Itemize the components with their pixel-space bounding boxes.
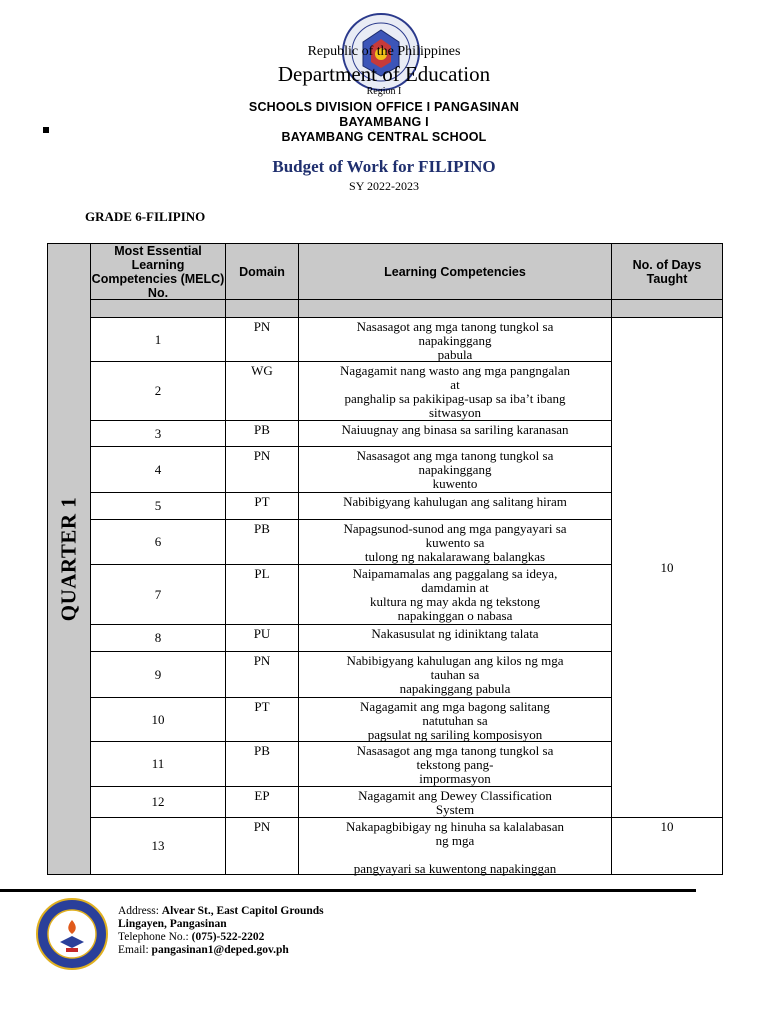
- competency-line: kuwento sa: [425, 535, 485, 550]
- domain-code: PL: [254, 566, 270, 581]
- melc-number-cell: [90, 317, 226, 362]
- domain-cell: [225, 817, 299, 875]
- domain-code: PN: [253, 653, 271, 668]
- competency-cell: [298, 624, 612, 652]
- competency-line: napakinggang pabula: [399, 681, 511, 696]
- competency-line: sitwasyon: [429, 405, 481, 420]
- phone-value: (075)-522-2202: [191, 931, 265, 943]
- domain-code: EP: [254, 788, 270, 803]
- region-line: Region I: [366, 86, 402, 97]
- melc-number: 12: [151, 794, 165, 809]
- melc-number-cell: [90, 697, 226, 742]
- domain-code: PT: [254, 494, 270, 509]
- domain-code: PU: [253, 626, 271, 641]
- competency-line: Nagagamit ang Dewey Classification: [358, 788, 552, 803]
- competency-line: [303, 848, 607, 862]
- domain-code: PN: [253, 319, 271, 334]
- competency-cell: [298, 564, 612, 625]
- district-line: BAYAMBANG I: [339, 115, 429, 129]
- address-value: Alvear St., East Capitol Grounds: [161, 905, 324, 917]
- school-line: BAYAMBANG CENTRAL SCHOOL: [281, 130, 487, 144]
- competency-line: Nagagamit ang mga bagong salitang: [360, 699, 550, 714]
- competency-cell: [298, 361, 612, 421]
- competency-line: Nasasagot ang mga tanong tungkol sa: [356, 743, 554, 758]
- competency-line: System: [435, 802, 475, 817]
- competency-line: pabula: [437, 347, 473, 362]
- division-line: SCHOOLS DIVISION OFFICE I PANGASINAN: [248, 100, 520, 114]
- col-header-domain: Domain: [225, 243, 299, 300]
- melc-number: 7: [154, 586, 162, 602]
- quarter-label: QUARTER 1: [56, 496, 81, 622]
- domain-code: PB: [254, 743, 270, 758]
- phone-label: Telephone No.:: [118, 931, 189, 943]
- competency-cell: [298, 492, 612, 520]
- republic-line: Republic of the Philippines: [307, 44, 461, 59]
- domain-cell: [225, 651, 299, 698]
- domain-code: PB: [254, 521, 270, 536]
- competency-line: Nasasagot ang mga tanong tungkol sa: [356, 319, 554, 334]
- blank-strip-cell: [225, 299, 299, 318]
- col-header-competencies: Learning Competencies: [298, 243, 612, 300]
- competency-line: tulong ng nakalarawang balangkas: [364, 549, 546, 564]
- blank-strip-cell: [298, 299, 612, 318]
- melc-number: 2: [154, 383, 162, 398]
- melc-number-cell: [90, 564, 226, 625]
- competency-line: napakinggan o nabasa: [397, 608, 513, 623]
- domain-cell: [225, 317, 299, 362]
- competency-cell: [298, 446, 612, 493]
- melc-number-cell: [90, 817, 226, 875]
- competency-line: panghalip sa pakikipag-usap sa iba’t ibang: [344, 391, 566, 406]
- domain-cell: [225, 519, 299, 565]
- competency-line: Naipamamalas ang paggalang sa ideya,: [352, 566, 558, 581]
- melc-number-cell: [90, 786, 226, 818]
- competency-line: napakinggang: [418, 462, 492, 477]
- school-year: SY 2022-2023: [349, 179, 419, 193]
- domain-cell: [225, 624, 299, 652]
- domain-code: WG: [251, 363, 273, 378]
- domain-cell: [225, 446, 299, 493]
- competency-cell: [298, 651, 612, 698]
- competency-cell: [298, 741, 612, 787]
- blank-strip-cell: [90, 299, 226, 318]
- competency-cell: [298, 420, 612, 447]
- melc-number: 6: [154, 534, 162, 549]
- melc-number-cell: [90, 420, 226, 447]
- competency-cell: [298, 817, 612, 875]
- competency-line: Nakasusulat ng idiniktang talata: [371, 626, 539, 641]
- melc-number-cell: [90, 492, 226, 520]
- competency-line: Nabibigyang kahulugan ang kilos ng mga: [346, 653, 564, 668]
- days-cell-1-12: 10: [611, 317, 723, 818]
- address-label: Address:: [118, 905, 159, 917]
- melc-number: 13: [151, 838, 165, 853]
- melc-number: 5: [154, 498, 162, 513]
- melc-number: 8: [154, 630, 162, 645]
- quarter-column: [47, 243, 91, 875]
- grade-label: GRADE 6-FILIPINO: [85, 209, 206, 224]
- melc-number-cell: [90, 519, 226, 565]
- competency-cell: [298, 697, 612, 742]
- competency-line: Nagagamit nang wasto ang mga pangngalan: [340, 363, 570, 378]
- col-header-days: No. of Days Taught: [611, 243, 723, 300]
- competency-line: pangyayari sa kuwentong napakinggan: [353, 861, 557, 876]
- melc-number-cell: [90, 741, 226, 787]
- domain-cell: [225, 786, 299, 818]
- melc-number-cell: [90, 446, 226, 493]
- competency-line: tekstong pang-: [416, 757, 494, 772]
- competency-line: at: [450, 377, 460, 392]
- competency-line: damdamin at: [421, 580, 489, 595]
- competency-line: tauhan sa: [430, 667, 480, 682]
- domain-cell: [225, 492, 299, 520]
- address-line: [118, 905, 324, 918]
- melc-number: 10: [151, 711, 165, 727]
- col-header-melc: Most Essential Learning Competencies (MELC) No.: [91, 243, 225, 300]
- competency-line: natutuhan sa: [422, 713, 488, 728]
- domain-cell: [225, 741, 299, 787]
- domain-code: PN: [253, 448, 271, 463]
- bullet-mark: [43, 127, 49, 133]
- melc-number-cell: [90, 361, 226, 421]
- melc-number: 1: [154, 331, 162, 347]
- domain-code: PN: [253, 819, 271, 834]
- competency-line: Nasasagot ang mga tanong tungkol sa: [356, 448, 554, 463]
- melc-number: 9: [154, 666, 162, 682]
- competency-line: napakinggang: [418, 333, 492, 348]
- competency-cell: [298, 786, 612, 818]
- melc-number-cell: [90, 651, 226, 698]
- domain-cell: [225, 420, 299, 447]
- competency-line: Naiuugnay ang binasa sa sariling karanasan: [341, 422, 569, 437]
- competency-cell: [298, 519, 612, 565]
- domain-code: PB: [254, 422, 270, 437]
- competency-line: pagsulat ng sariling komposisyon: [367, 727, 543, 742]
- competency-line: kuwento: [432, 476, 478, 491]
- competency-line: impormasyon: [419, 771, 491, 786]
- city-line: [118, 918, 227, 931]
- email-label: Email:: [118, 944, 149, 956]
- competency-line: Nabibigyang kahulugan ang salitang hiram: [343, 494, 567, 509]
- competency-line: kultura ng may akda ng tekstong: [369, 594, 541, 609]
- melc-number: 3: [154, 425, 162, 441]
- division-logo-icon: [36, 898, 108, 970]
- melc-number-cell: [90, 624, 226, 652]
- melc-number: 11: [151, 756, 165, 771]
- competency-line: ng mga: [435, 833, 475, 848]
- email-value: pangasinan1@deped.gov.ph: [151, 944, 289, 956]
- days-cell-13: 10: [611, 817, 723, 875]
- domain-cell: [225, 697, 299, 742]
- melc-number: 4: [154, 461, 162, 477]
- competency-line: Napagsunod-sunod ang mga pangyayari sa: [343, 521, 567, 536]
- email-line: [118, 944, 289, 957]
- blank-strip-cell: [611, 299, 723, 318]
- domain-cell: [225, 564, 299, 625]
- phone-line: [118, 931, 264, 944]
- competency-line: Nakapagbibigay ng hinuha sa kalalabasan: [345, 819, 565, 834]
- city-value: Lingayen, Pangasinan: [118, 918, 227, 930]
- document-title: Budget of Work for FILIPINO: [272, 157, 496, 176]
- department-name: Department of Education: [277, 62, 491, 86]
- footer-rule: [0, 889, 696, 892]
- domain-code: PT: [254, 699, 270, 714]
- domain-cell: [225, 361, 299, 421]
- competency-cell: [298, 317, 612, 362]
